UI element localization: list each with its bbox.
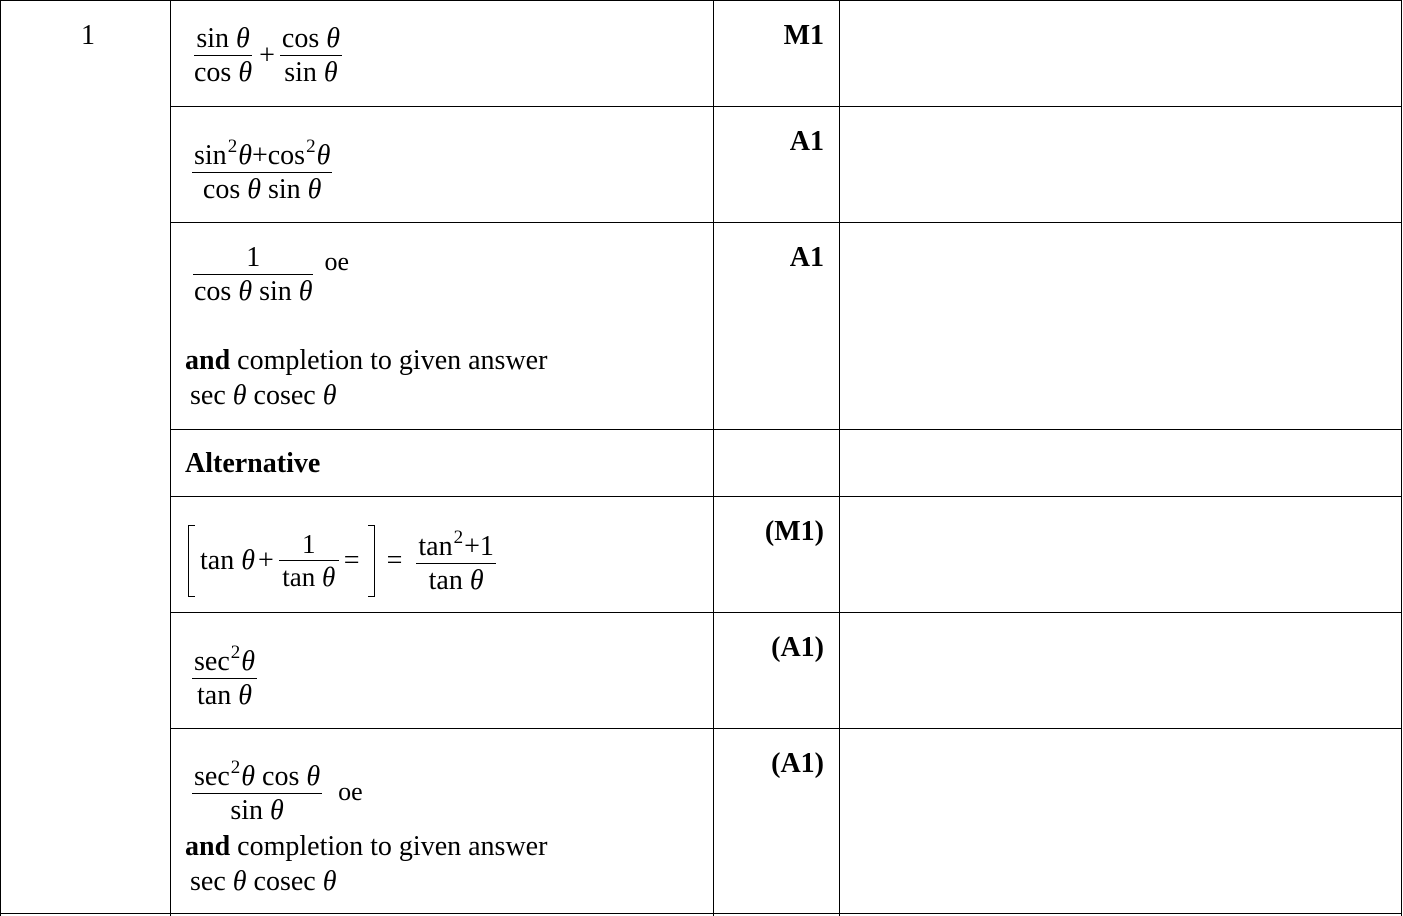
working-row-5 [171, 525, 728, 597]
numerator: $\sin^2\theta+\cos^2\theta$ [194, 136, 331, 171]
numerator: sin θ [196, 23, 250, 54]
row-divider [170, 612, 1402, 613]
fraction [192, 137, 332, 204]
row-divider [170, 496, 1402, 497]
working-row-7 [171, 758, 730, 825]
working-row-3 [171, 244, 730, 306]
expression [190, 244, 349, 306]
fraction [192, 643, 257, 710]
given-answer: sec θ cosec θ [190, 866, 337, 897]
plus-sign: + [259, 40, 275, 71]
denominator: cos θ sin θ [194, 276, 313, 307]
numerator: $\sec^2\theta$ [194, 642, 256, 677]
oe-label: oe [324, 247, 350, 276]
numerator: $\sec^2\theta$ cos θ [194, 757, 321, 792]
denominator: tan θ [282, 562, 336, 592]
and-label: and [185, 831, 231, 862]
fraction [192, 244, 315, 306]
row-divider [170, 728, 1402, 729]
mark-row-7: (A1) [771, 748, 824, 779]
table-border-bottom [0, 913, 1402, 914]
working-row-1 [171, 25, 730, 87]
working-row-6 [171, 643, 730, 710]
completion-note [171, 345, 725, 377]
note-text: completion to given answer [237, 831, 548, 862]
completion-note [171, 831, 725, 863]
mark-row-5: (M1) [764, 516, 824, 547]
mark-row-2: A1 [789, 126, 824, 157]
denominator: tan θ [428, 564, 484, 596]
alternative-heading: Alternative [185, 448, 321, 479]
fraction [192, 758, 322, 825]
table-border-right [1401, 0, 1402, 916]
denominator: tan θ [197, 680, 252, 711]
working-row-2 [171, 137, 730, 204]
denominator: sin θ [284, 57, 338, 88]
expression [190, 758, 363, 825]
square-bracket: tan θ + $\frac{1}{\text{tan θ}}$ = [188, 525, 375, 597]
mark-row-3: A1 [789, 242, 824, 273]
column-divider-3 [839, 0, 840, 916]
fraction [192, 25, 254, 87]
fraction [416, 528, 496, 595]
mark-row-6: (A1) [771, 632, 824, 663]
oe-label: oe [338, 776, 363, 806]
numerator: 1 [193, 244, 313, 275]
note-text: completion to given answer [237, 345, 548, 376]
fraction [279, 531, 339, 591]
table-border-top [0, 0, 1402, 1]
row-divider [170, 222, 1402, 223]
equals-sign: = [386, 545, 403, 576]
numerator: 1 [279, 531, 339, 561]
question-number: 1 [81, 20, 95, 51]
row-divider [170, 429, 1402, 430]
mark-row-1: M1 [783, 20, 824, 51]
numerator: cos θ [281, 23, 340, 54]
denominator: cos θ sin θ [202, 174, 322, 205]
fraction [280, 25, 342, 87]
expression [188, 525, 498, 597]
given-answer: sec θ cosec θ [190, 380, 337, 411]
and-label: and [185, 345, 231, 376]
row-divider [170, 106, 1402, 107]
expression [190, 643, 259, 710]
expression [190, 137, 334, 204]
denominator: sin θ [230, 795, 284, 826]
denominator: cos θ [194, 57, 253, 88]
numerator: $\tan^2+1$ [418, 526, 494, 562]
expression [190, 25, 344, 87]
table-border-left [0, 0, 1, 916]
